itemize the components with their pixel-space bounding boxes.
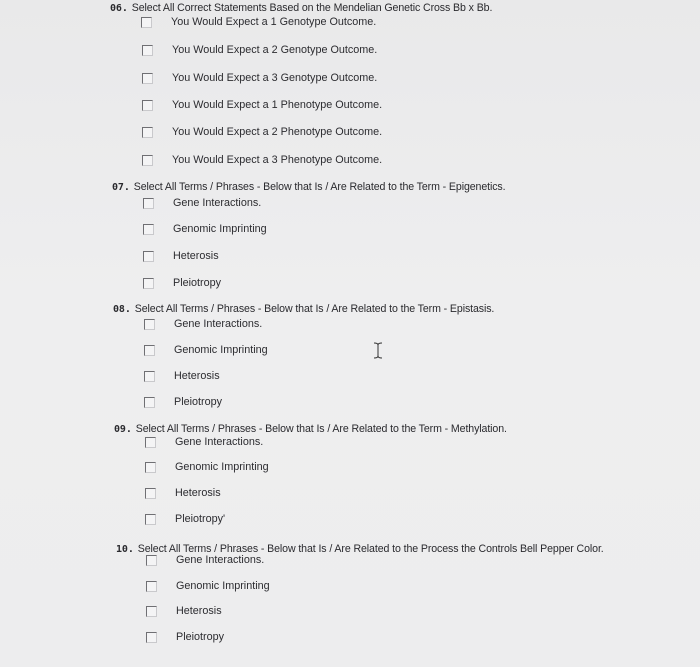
checkbox-icon[interactable]	[146, 632, 157, 643]
option-pleiotropy[interactable]	[145, 511, 225, 527]
checkbox-icon[interactable]	[146, 606, 157, 617]
text-cursor-icon	[373, 342, 383, 359]
question-text: Select All Terms / Phrases - Below that Is / Are Related to the Term - Epigenetics.	[133, 181, 506, 193]
question-number: 07.	[112, 182, 130, 193]
checkbox-icon[interactable]	[141, 17, 152, 28]
checkbox-icon[interactable]	[146, 581, 157, 592]
question-title	[113, 303, 494, 315]
checkbox-icon[interactable]	[144, 371, 155, 382]
option-label: Genomic Imprinting	[174, 344, 268, 356]
checkbox-icon[interactable]	[144, 345, 155, 356]
checkbox-icon[interactable]	[142, 127, 153, 138]
option-label: Genomic Imprinting	[176, 580, 270, 592]
option-3-genotype[interactable]	[142, 70, 377, 86]
option-genomic-imprinting[interactable]	[143, 221, 267, 237]
option-label: Pleiotropy	[173, 277, 222, 289]
checkbox-icon[interactable]	[144, 397, 155, 408]
option-heterosis[interactable]	[145, 485, 221, 501]
checkbox-icon[interactable]	[145, 488, 156, 499]
option-gene-interactions[interactable]	[143, 195, 261, 211]
option-label: Gene Interactions.	[176, 554, 265, 566]
option-gene-interactions[interactable]	[144, 316, 262, 332]
question-title	[110, 2, 492, 14]
option-label: You Would Expect a 3 Genotype Outcome.	[172, 72, 378, 84]
question-number: 08.	[113, 304, 131, 315]
question-text: Select All Terms / Phrases - Below that Is / Are Related to the Term - Epistasis.	[134, 303, 495, 315]
checkbox-icon[interactable]	[145, 437, 156, 448]
option-label: You Would Expect a 3 Phenotype Outcome.	[172, 154, 383, 166]
option-heterosis[interactable]	[143, 248, 219, 264]
option-label: Gene Interactions.	[173, 197, 262, 209]
checkbox-icon[interactable]	[145, 514, 156, 525]
option-label: Genomic Imprinting	[175, 461, 269, 473]
option-label: You Would Expect a 2 Phenotype Outcome.	[172, 126, 383, 138]
question-title	[112, 181, 505, 193]
checkbox-icon[interactable]	[143, 251, 154, 262]
option-label: Genomic Imprinting	[173, 223, 267, 235]
option-gene-interactions[interactable]	[145, 434, 263, 450]
checkbox-icon[interactable]	[142, 73, 153, 84]
checkbox-icon[interactable]	[142, 100, 153, 111]
option-label: Heterosis	[173, 250, 219, 262]
option-gene-interactions[interactable]	[146, 552, 264, 568]
option-label: Heterosis	[176, 605, 222, 617]
checkbox-icon[interactable]	[144, 319, 155, 330]
option-genomic-imprinting[interactable]	[145, 459, 269, 475]
question-number: 06.	[110, 3, 128, 14]
option-heterosis[interactable]	[144, 368, 220, 384]
question-number: 10.	[116, 544, 134, 555]
option-2-phenotype[interactable]	[142, 124, 382, 140]
option-label: Pleiotropy'	[175, 513, 226, 525]
option-pleiotropy[interactable]	[146, 629, 224, 645]
option-label: Pleiotropy	[176, 631, 225, 643]
option-label: You Would Expect a 1 Phenotype Outcome.	[172, 99, 383, 111]
question-text: Select All Correct Statements Based on the Mendelian Genetic Cross Bb x Bb.	[131, 2, 493, 14]
option-label: You Would Expect a 2 Genotype Outcome.	[172, 44, 378, 56]
option-pleiotropy[interactable]	[143, 275, 221, 291]
option-2-genotype[interactable]	[142, 42, 377, 58]
option-label: Gene Interactions.	[174, 318, 263, 330]
option-genomic-imprinting[interactable]	[146, 578, 270, 594]
option-heterosis[interactable]	[146, 603, 222, 619]
question-text: Select All Terms / Phrases - Below that Is / Are Related to the Term - Methylation.	[135, 423, 507, 435]
question-text: Select All Terms / Phrases - Below that Is / Are Related to the Process the Controls Bell Pepper Color.	[137, 543, 604, 555]
option-label: Heterosis	[174, 370, 220, 382]
checkbox-icon[interactable]	[143, 278, 154, 289]
option-pleiotropy[interactable]	[144, 394, 222, 410]
checkbox-icon[interactable]	[145, 462, 156, 473]
checkbox-icon[interactable]	[146, 555, 157, 566]
option-label: You Would Expect a 1 Genotype Outcome.	[171, 16, 377, 28]
option-label: Gene Interactions.	[175, 436, 264, 448]
option-label: Heterosis	[175, 487, 221, 499]
checkbox-icon[interactable]	[142, 45, 153, 56]
option-1-phenotype[interactable]	[142, 97, 382, 113]
checkbox-icon[interactable]	[143, 198, 154, 209]
question-number: 09.	[114, 424, 132, 435]
option-label: Pleiotropy	[174, 396, 223, 408]
option-gene-1-genotype[interactable]	[141, 14, 376, 30]
option-3-phenotype[interactable]	[142, 152, 382, 168]
checkbox-icon[interactable]	[142, 155, 153, 166]
option-genomic-imprinting[interactable]	[144, 342, 268, 358]
checkbox-icon[interactable]	[143, 224, 154, 235]
